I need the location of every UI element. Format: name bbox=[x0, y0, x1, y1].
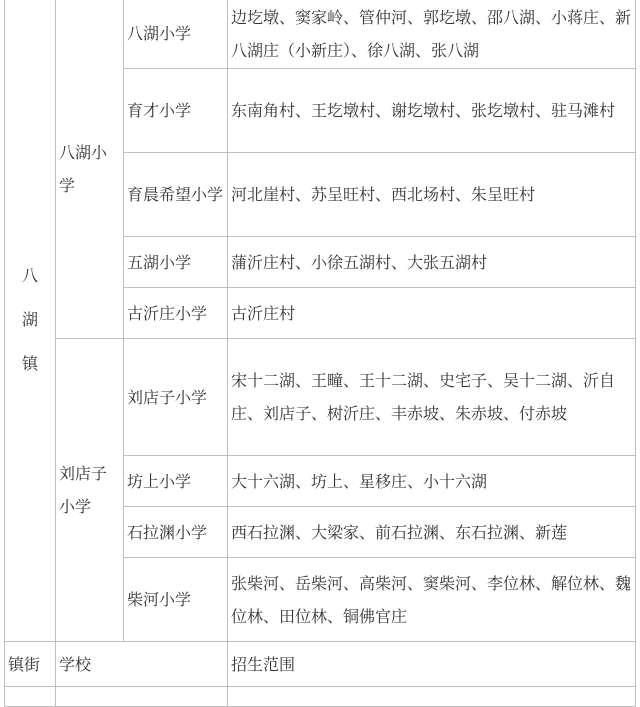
district-school-cell bbox=[56, 339, 124, 642]
school-name: 坊上小学 bbox=[127, 471, 192, 491]
village-list-cell bbox=[228, 153, 636, 237]
table-row bbox=[5, 339, 636, 456]
empty-cell bbox=[228, 687, 636, 707]
school-name: 刘店子小学 bbox=[127, 387, 208, 407]
village-list: 宋十二湖、王疃、王十二湖、史宅子、吴十二湖、沂自庄、刘店子、树沂庄、丰赤坡、朱赤坡、付赤坡 bbox=[231, 371, 616, 423]
school-name: 石拉渊小学 bbox=[127, 522, 208, 542]
enrollment-table bbox=[4, 0, 636, 707]
school-cell bbox=[124, 153, 228, 237]
school-cell bbox=[124, 558, 228, 642]
town-name: 八湖镇 bbox=[22, 266, 39, 373]
header-cell-school bbox=[56, 642, 228, 687]
village-list: 古沂庄村 bbox=[231, 303, 296, 323]
school-name: 柴河小学 bbox=[127, 590, 192, 609]
village-list: 东南角村、王圪墩村、谢圪墩村、张圪墩村、驻马滩村 bbox=[231, 101, 616, 120]
village-list-cell bbox=[228, 288, 636, 339]
village-list: 蒲沂庄村、小徐五湖村、大张五湖村 bbox=[231, 252, 488, 272]
district-school-name: 刘店子小学 bbox=[59, 464, 108, 516]
header-town-label: 镇街 bbox=[8, 654, 41, 674]
town-cell bbox=[5, 0, 56, 642]
school-name: 育才小学 bbox=[127, 101, 192, 120]
school-name: 古沂庄小学 bbox=[127, 303, 208, 323]
school-cell bbox=[124, 456, 228, 507]
village-list-cell bbox=[228, 558, 636, 642]
empty-cell bbox=[5, 687, 56, 707]
table-row bbox=[5, 687, 636, 707]
header-cell-town bbox=[5, 642, 56, 687]
village-list-cell bbox=[228, 0, 636, 69]
header-cell-range bbox=[228, 642, 636, 687]
village-list-cell bbox=[228, 339, 636, 456]
village-list: 大十六湖、坊上、星移庄、小十六湖 bbox=[231, 471, 488, 491]
header-range-label: 招生范围 bbox=[231, 654, 296, 674]
school-name: 五湖小学 bbox=[127, 252, 192, 272]
village-list: 张柴河、岳柴河、高柴河、窦柴河、李位林、解位林、魏位林、田位林、铜佛官庄 bbox=[231, 573, 632, 626]
school-cell bbox=[124, 69, 228, 153]
village-list-cell bbox=[228, 456, 636, 507]
village-list: 河北崖村、苏呈旺村、西北场村、朱呈旺村 bbox=[231, 185, 536, 204]
enrollment-table-container bbox=[4, 0, 636, 707]
district-school-name: 八湖小学 bbox=[59, 142, 108, 195]
school-cell bbox=[124, 237, 228, 288]
header-school-label: 学校 bbox=[59, 654, 92, 674]
village-list-cell bbox=[228, 69, 636, 153]
village-list: 边圪墩、窦家岭、管仲河、郭圪墩、邵八湖、小蒋庄、新八湖庄（小新庄）、徐八湖、张八湖 bbox=[231, 7, 632, 60]
village-list: 西石拉渊、大梁家、前石拉渊、东石拉渊、新莲 bbox=[231, 522, 568, 542]
school-name: 育晨希望小学 bbox=[127, 185, 224, 204]
school-name: 八湖小学 bbox=[127, 24, 192, 43]
school-cell bbox=[124, 0, 228, 69]
school-cell bbox=[124, 288, 228, 339]
village-list-cell bbox=[228, 237, 636, 288]
header-row bbox=[5, 642, 636, 687]
village-list-cell bbox=[228, 507, 636, 558]
empty-cell bbox=[56, 687, 228, 707]
school-cell bbox=[124, 507, 228, 558]
table-row bbox=[5, 0, 636, 69]
school-cell bbox=[124, 339, 228, 456]
district-school-cell bbox=[56, 0, 124, 339]
